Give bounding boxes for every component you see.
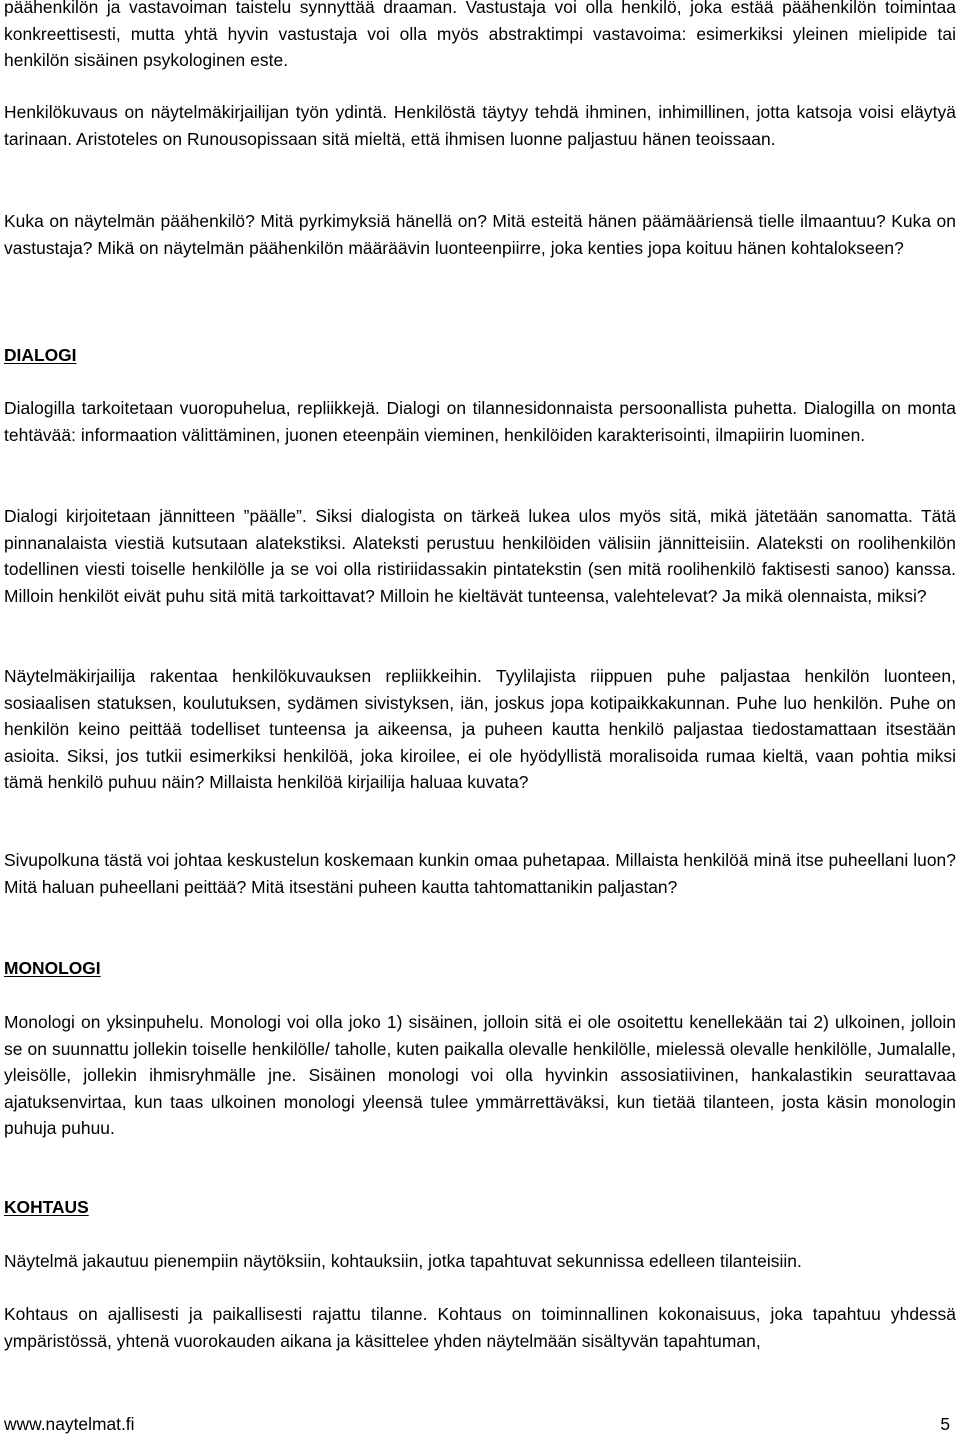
paragraph-kohtaus-2: [4, 1301, 956, 1354]
paragraph-dialogi-1: [4, 395, 956, 448]
paragraph-text: Dialogi kirjoitetaan jännitteen ”päälle”. Siksi dialogista on tärkeä lukea ulos myös sitä, mikä jätetään sanomatta. Tätä pinnanalaista viestiä kutsutaan alatekstiksi. Alateksti perustuu henkilöiden välisiin jännitteisiin. Alateksti on roolihenkilön todellinen viesti toiselle henkilölle ja se voi olla ristiriidassakin pintatekstin (sen mitä roolihenkilö faktisesti sanoo) kanssa. Milloin henkilöt eivät puhu sitä mitä tarkoittavat? Milloin he kieltävät tunteensa, valehtelevat? Ja mikä olennaista, miksi?: [4, 506, 956, 606]
paragraph-text: Kuka on näytelmän päähenkilö? Mitä pyrkimyksiä hänellä on? Mitä esteitä hänen päämääriensä tielle ilmaantuu? Kuka on vastustaja? Mikä on näytelmän päähenkilön määräävin luonteenpiirre, joka kenties jopa koituu hänen kohtalokseen?: [4, 211, 956, 258]
paragraph-kohtaus-1: [4, 1248, 956, 1275]
section-heading-dialogi: DIALOGI: [4, 345, 77, 365]
paragraph-text: Näytelmä jakautuu pienempiin näytöksiin, kohtauksiin, jotka tapahtuvat sekunnissa edelleen tilanteisiin.: [4, 1251, 802, 1271]
paragraph-antagonist: [4, 0, 956, 74]
paragraph-monologi: [4, 1009, 956, 1142]
paragraph-text: Dialogilla tarkoitetaan vuoropuhelua, repliikkejä. Dialogi on tilannesidonnaista persoonallista puhetta. Dialogilla on monta tehtävää: informaation välittäminen, juonen eteenpäin vieminen, henkilöiden karakterisointi, ilmapiirin luominen.: [4, 398, 956, 445]
section-heading-monologi: MONOLOGI: [4, 958, 101, 978]
paragraph-text: Kohtaus on ajallisesti ja paikallisesti rajattu tilanne. Kohtaus on toiminnallinen kokonaisuus, joka tapahtuu yhdessä ympäristössä, yhtenä vuorokauden aikana ja käsittelee yhden näytelmään sisältyvän tapahtuman,: [4, 1304, 956, 1351]
paragraph-dialogi-4: [4, 847, 956, 900]
page-number: 5: [940, 1414, 950, 1434]
paragraph-questions: [4, 208, 956, 261]
paragraph-text: päähenkilön ja vastavoiman taistelu synnyttää draaman. Vastustaja voi olla henkilö, joka estää päähenkilön toimintaa konkreettisesti, mutta yhtä hyvin vastustaja voi olla myös abstraktimpi vastavoima: esimerkiksi yleinen mielipide tai henkilön sisäinen psykologinen este.: [4, 0, 956, 70]
paragraph-text: Henkilökuvaus on näytelmäkirjailijan työn ydintä. Henkilöstä täytyy tehdä ihminen, inhimillinen, jotta katsoja voisi eläytyä tarinaan. Aristoteles on Runousopissaan sitä mieltä, että ihmisen luonne paljastuu hänen teoissaan.: [4, 102, 956, 149]
paragraph-dialogi-3: [4, 663, 956, 796]
paragraph-text: Monologi on yksinpuhelu. Monologi voi olla joko 1) sisäinen, jolloin sitä ei ole osoitettu kenellekään tai 2) ulkoinen, jolloin se on suunnattu jollekin toiselle henkilölle/ taholle, kuten paikalla olevalle henkilölle, mielessä olevalle henkilölle, Jumalalle, yleisölle, jollekin ihmisryhmälle jne. Sisäinen monologi voi olla hyvinkin assosiatiivinen, hankalastikin seurattavaa ajatuksenvirtaa, kun taas ulkoinen monologi yleensä tulee ymmärrettäväksi, kun tietää tilanteen, josta käsin monologin puhuja puhuu.: [4, 1012, 956, 1138]
paragraph-characterization: [4, 99, 956, 152]
paragraph-text: Näytelmäkirjailija rakentaa henkilökuvauksen repliikkeihin. Tyylilajista riippuen puhe paljastaa henkilön luonteen, sosiaalisen statuksen, koulutuksen, sydämen sivistyksen, iän, joskus jopa kotipaikkakunnan. Puhe luo henkilön. Puhe on henkilön keino peittää todelliset tunteensa ja aikeensa, ja puheen kautta henkilö paljastaa tiedostamattaan itsestään asioita. Siksi, jos tutkii esimerkiksi henkilöä, joka kiroilee, ei ole hyödyllistä moralisoida rumaa kieltä, vaan pohtia miksi tämä henkilö puhuu näin? Millaista henkilöä kirjailija haluaa kuvata?: [4, 666, 956, 792]
footer-url[interactable]: www.naytelmat.fi: [4, 1414, 135, 1434]
document-page: [4, 0, 956, 1440]
paragraph-dialogi-2: [4, 503, 956, 609]
section-heading-kohtaus: KOHTAUS: [4, 1197, 89, 1217]
paragraph-text: Sivupolkuna tästä voi johtaa keskustelun koskemaan kunkin omaa puhetapaa. Millaista henkilöä minä itse puheellani luon? Mitä haluan puheellani peittää? Mitä itsestäni puheen kautta tahtomattanikin paljastan?: [4, 850, 956, 897]
